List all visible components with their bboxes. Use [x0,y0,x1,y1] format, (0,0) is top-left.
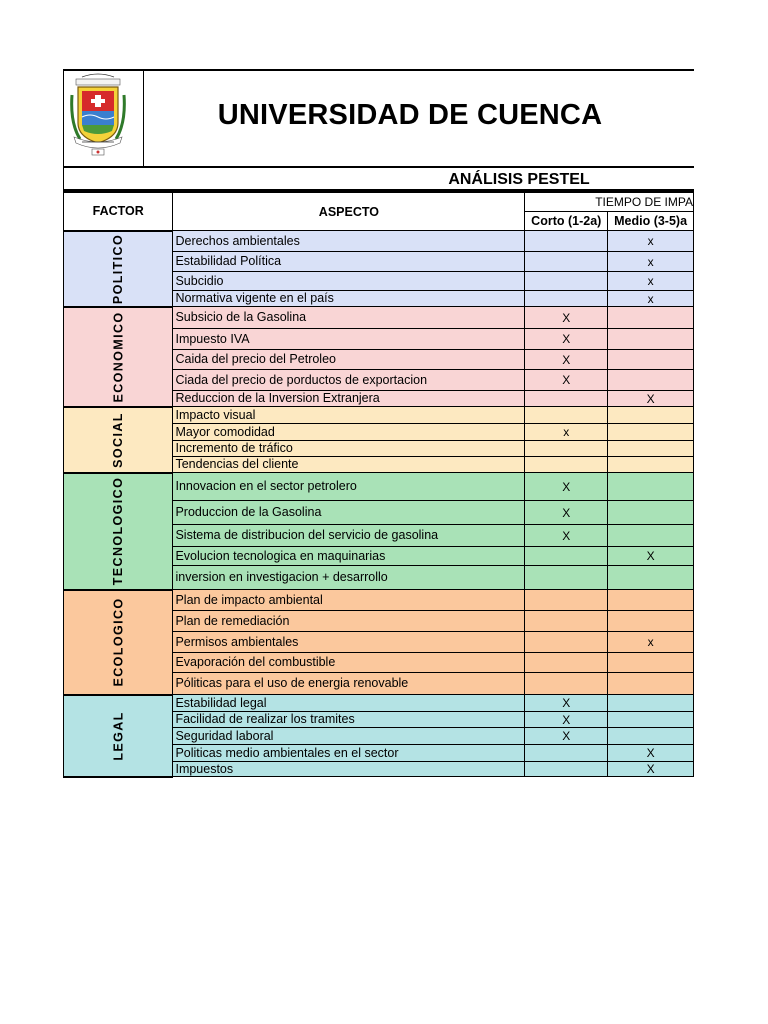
factor-tecnologico [64,473,173,590]
aspecto-cell: Impuestos [173,762,525,777]
aspecto-cell: inversion en investigacion + desarrollo [173,566,525,590]
medio-mark [608,473,694,501]
medio-mark [608,424,694,441]
corto-mark [525,632,608,653]
aspecto-cell: Evolucion tecnologica en maquinarias [173,547,525,566]
factor-label: LEGAL [111,710,126,761]
medio-mark [608,307,694,329]
medio-mark: X [608,547,694,566]
factor-legal [64,695,173,777]
aspecto-cell: Permisos ambientales [173,632,525,653]
aspecto-cell: Derechos ambientales [173,231,525,252]
medio-mark: x [608,632,694,653]
aspecto-cell: Incremento de tráfico [173,441,525,457]
corto-mark [525,391,608,407]
aspecto-cell: Reduccion de la Inversion Extranjera [173,391,525,407]
medio-mark [608,457,694,473]
corto-mark [525,590,608,611]
corto-mark: X [525,501,608,525]
medio-mark [608,590,694,611]
medio-mark [608,350,694,370]
aspecto-cell: Tendencias del cliente [173,457,525,473]
aspecto-cell: Sistema de distribucion del servicio de gasolina [173,525,525,547]
aspecto-cell: Póliticas para el uso de energia renovable [173,673,525,695]
analysis-title: ANÁLISIS PESTEL [448,171,590,188]
medio-mark: X [608,391,694,407]
aspecto-cell: Caida del precio del Petroleo [173,350,525,370]
corto-mark [525,547,608,566]
aspecto-cell: Subcidio [173,272,525,291]
corto-header: Corto (1-2a) [525,212,608,231]
corto-mark: X [525,728,608,745]
corto-mark [525,745,608,762]
factor-ecologico [64,590,173,695]
aspecto-cell: Impacto visual [173,407,525,424]
pestel-table [63,192,694,778]
medio-mark: X [608,762,694,777]
factor-economico [64,307,173,407]
medio-mark: x [608,291,694,307]
pestel-sheet [63,69,694,780]
medio-mark [608,712,694,728]
university-seal-logo [68,73,128,159]
medio-mark: X [608,745,694,762]
corto-mark: X [525,350,608,370]
corto-mark [525,653,608,673]
medio-mark [608,525,694,547]
aspecto-cell: Subsicio de la Gasolina [173,307,525,329]
pestel-body [64,231,694,777]
medio-mark: x [608,272,694,291]
corto-mark [525,611,608,632]
corto-mark: X [525,525,608,547]
factor-social [64,407,173,473]
medio-mark [608,611,694,632]
corto-mark [525,272,608,291]
aspecto-cell: Plan de impacto ambiental [173,590,525,611]
aspecto-cell: Evaporación del combustible [173,653,525,673]
aspecto-cell: Estabilidad legal [173,695,525,712]
corto-mark [525,566,608,590]
aspecto-cell: Seguridad laboral [173,728,525,745]
medio-mark [608,728,694,745]
table-row [64,590,694,611]
logo-cell [63,71,144,167]
medio-mark [608,566,694,590]
tiempo-header: TIEMPO DE IMPA [525,193,694,212]
aspecto-cell: Estabilidad Política [173,252,525,272]
corto-mark: X [525,370,608,391]
corto-mark: X [525,329,608,350]
table-row [64,695,694,712]
corto-mark [525,291,608,307]
medio-mark [608,407,694,424]
top-border [63,69,694,71]
corto-mark: X [525,307,608,329]
factor-label: SOCIAL [111,411,126,468]
corto-mark: X [525,695,608,712]
corto-mark [525,457,608,473]
factor-label: ECONOMICO [111,310,126,403]
corto-mark: X [525,473,608,501]
corto-mark [525,441,608,457]
medio-mark: x [608,231,694,252]
medio-mark [608,441,694,457]
corto-mark [525,762,608,777]
medio-mark: x [608,252,694,272]
aspecto-cell: Innovacion en el sector petrolero [173,473,525,501]
aspecto-cell: Mayor comodidad [173,424,525,441]
aspecto-header: ASPECTO [173,193,525,231]
corto-mark [525,231,608,252]
corto-mark [525,673,608,695]
factor-label: ECOLOGICO [111,597,126,687]
medio-mark [608,329,694,350]
corto-mark: X [525,712,608,728]
aspecto-cell: Impuesto IVA [173,329,525,350]
factor-label: TECNOLOGICO [111,476,126,586]
university-title: UNIVERSIDAD DE CUENCA [217,99,603,131]
table-row [64,231,694,252]
table-row [64,473,694,501]
corto-mark [525,407,608,424]
table-row [64,307,694,329]
medio-header: Medio (3-5)a [608,212,694,231]
medio-mark [608,370,694,391]
aspecto-cell: Facilidad de realizar los tramites [173,712,525,728]
corto-mark: x [525,424,608,441]
corto-mark [525,252,608,272]
medio-mark [608,673,694,695]
factor-label: POLITICO [111,233,126,304]
factor-header: FACTOR [64,193,173,231]
aspecto-cell: Ciada del precio de porductos de exportacion [173,370,525,391]
medio-mark [608,653,694,673]
medio-mark [608,695,694,712]
factor-politico [64,231,173,307]
aspecto-cell: Plan de remediación [173,611,525,632]
aspecto-cell: Produccion de la Gasolina [173,501,525,525]
medio-mark [608,501,694,525]
table-row [64,407,694,424]
analysis-title-row [63,168,694,190]
aspecto-cell: Normativa vigente en el país [173,291,525,307]
aspecto-cell: Politicas medio ambientales en el sector [173,745,525,762]
